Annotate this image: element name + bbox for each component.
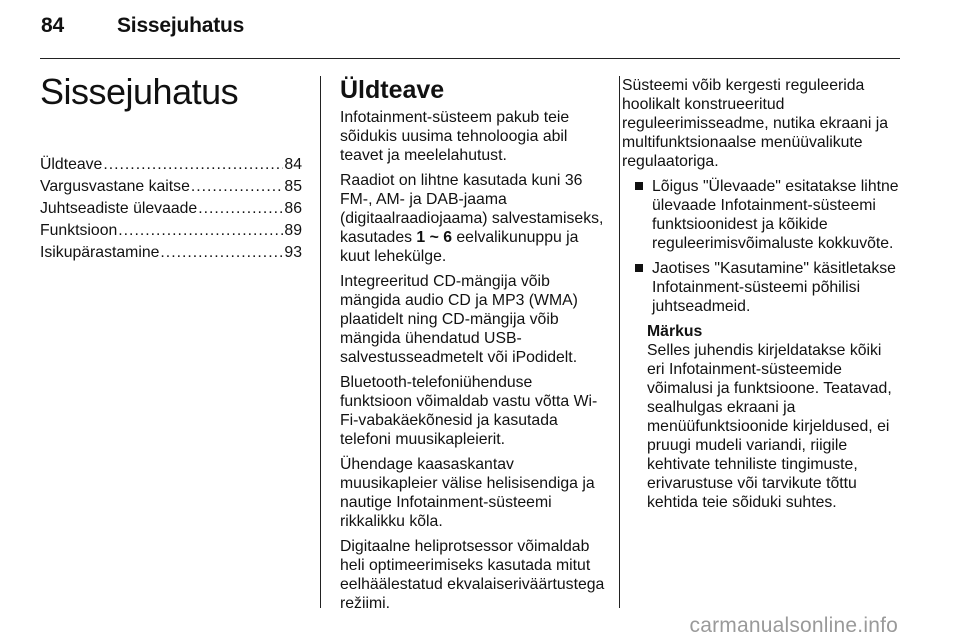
section-heading: Üldteave (340, 76, 445, 104)
table-of-contents (40, 154, 302, 264)
list-item (622, 177, 902, 253)
paragraph: Süsteemi võib kergesti reguleerida hoolikalt konstrueeritud reguleerimisseadme, nutika ekraani ja multifunktsionaalse menüüvalikute regulaatoriga. (622, 77, 889, 170)
column-divider (320, 76, 321, 608)
bullet-list (622, 177, 902, 316)
paragraph: Ühendage kaasaskantav muusikapleier välise helisisendiga ja nautige Infotainment-süsteemi rikkalikku kõla. (340, 456, 595, 530)
toc-page: 84 (284, 156, 302, 173)
toc-item[interactable] (40, 176, 302, 198)
toc-page: 89 (284, 222, 302, 239)
toc-label: Funktsioon (40, 222, 118, 239)
list-item-text: Jaotises "Kasutamine" käsitletakse Infotainment-süsteemi põhilisi juhtseadmeid. (652, 260, 896, 315)
toc-item[interactable] (40, 154, 302, 176)
paragraph: Bluetooth-telefoniühenduse funktsioon võimaldab vastu võtta Wi-Fi-vabakäekõnesid ja kasutada telefoni muusikapleierit. (340, 374, 598, 448)
toc-item[interactable] (40, 198, 302, 220)
watermark: carmanualsonline.info (689, 614, 898, 637)
toc-label: Juhtseadiste ülevaade (40, 200, 198, 217)
paragraph (340, 171, 608, 266)
toc-label: Vargusvastane kaitse (40, 178, 190, 195)
toc-page: 85 (284, 178, 302, 195)
toc-label: Üldteave (40, 156, 103, 173)
toc-label: Isikupärastamine (40, 244, 160, 261)
running-header (41, 14, 244, 38)
list-item-text: Lõigus "Ülevaade" esitatakse lihtne ülevaade Infotainment-süsteemi funktsioonidest ja kõikide reguleerimisvõimaluste kokkuvõte. (652, 178, 899, 252)
toc-leader (160, 242, 283, 264)
toc-leader (118, 220, 283, 242)
bullet-square-icon (635, 264, 643, 272)
note-box (622, 322, 902, 512)
page-number: 84 (41, 14, 64, 37)
text-run: Raadiot on lihtne kasutada kuni 36 FM-, AM- ja DAB-jaama (digitaalraadiojaama) salvestamiseks, kasutades (340, 172, 604, 246)
paragraph: Infotainment-süsteem pakub teie sõidukis uusima tehnoloogia abil teavet ja meelelahutust. (340, 109, 570, 164)
paragraph: Digitaalne heliprotsessor võimaldab heli optimeerimiseks kasutada mitut eelhäälestatud ekvalaiseriväärtustega režiimi. (340, 538, 605, 612)
header-rule (40, 58, 900, 59)
section-name: Sissejuhatus (117, 14, 245, 37)
paragraph: Integreeritud CD-mängija võib mängida audio CD ja MP3 (WMA) plaatidelt ning CD-mängija võib mängida ühendatud USB-salvestusseadmetelt või iPodidelt. (340, 273, 578, 366)
toc-leader (191, 176, 284, 198)
note-body: Selles juhendis kirjeldatakse kõiki eri Infotainment-süsteemide võimalusi ja funktsioone. Teatavad, sealhulgas ekraani ja menüüfunktsioonide kirjeldused, ei pruugi mudeli variandi, riigile kehtivate tehniliste tingimuste, erivarustuse või tarvikute tõttu kehtida teie sõiduki suhtes. (647, 342, 892, 511)
text-run: eelvalikunuppu ja kuut lehekülge. (340, 229, 579, 265)
toc-leader (103, 154, 283, 176)
preset-reference: 1 ~ 6 (416, 229, 452, 246)
toc-page: 93 (284, 244, 302, 261)
bullet-square-icon (635, 182, 643, 190)
list-item (622, 259, 902, 316)
column-toc (40, 72, 302, 264)
chapter-title: Sissejuhatus (40, 71, 239, 112)
column-divider (619, 76, 620, 608)
toc-page: 86 (284, 200, 302, 217)
toc-item[interactable] (40, 242, 302, 264)
toc-leader (198, 198, 283, 220)
toc-item[interactable] (40, 220, 302, 242)
note-title: Märkus (647, 323, 703, 340)
column-general-info (340, 76, 608, 619)
column-controls-info (622, 76, 902, 512)
